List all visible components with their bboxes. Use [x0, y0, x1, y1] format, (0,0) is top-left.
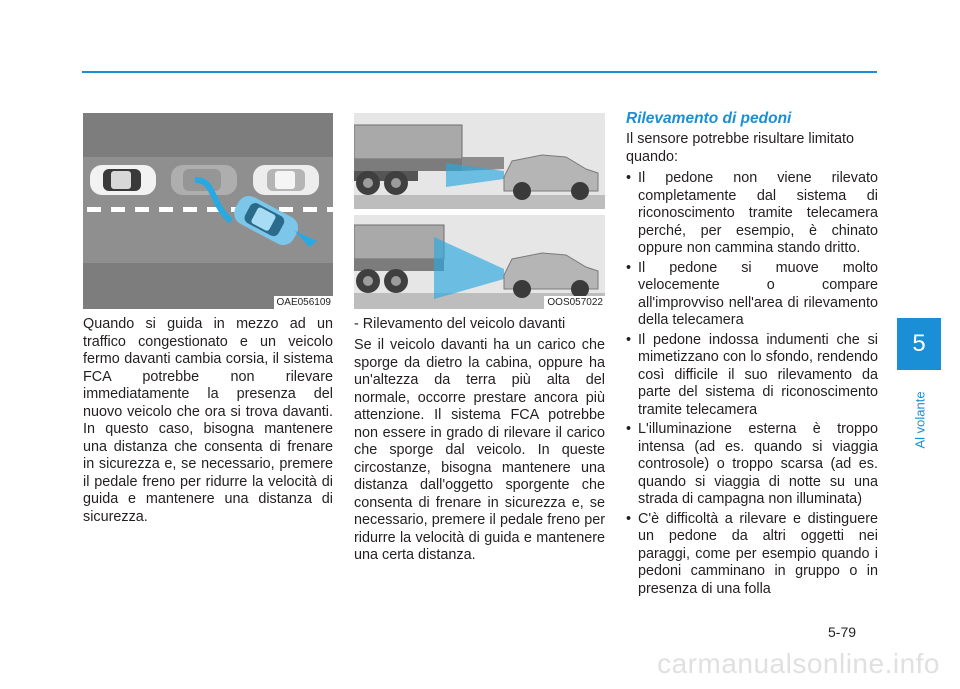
header-rule	[82, 71, 877, 73]
watermark: carmanualsonline.info	[657, 648, 940, 679]
page-number: 5-79	[828, 624, 857, 640]
list-item: • Il pedone indossa indumenti che si mimetizzano con lo sfondo, rendendo così difficile il suo rilevamento da parte del sistema di riconoscimento tramite telecamera	[626, 332, 878, 420]
list-item: • C'è difficoltà a rilevare e distinguere un pedone da altri oggetti nei paraggi, come per esempio quando i pedoni camminano in gruppo o in presenza di una folla	[626, 511, 878, 599]
chapter-tab	[897, 318, 941, 370]
figure-code: OOS057022	[544, 296, 605, 309]
lane-change-illustration	[83, 113, 333, 309]
chapter-number: 5	[912, 330, 926, 357]
section-intro: Il sensore potrebbe risultare limitato quando:	[626, 131, 854, 165]
figure-code: OAE056109	[274, 296, 334, 309]
list-item: • Il pedone non viene rilevato completamente dal sistema di riconoscimento tramite telecamera perché, per esempio, è chinato oppure non cammina stando dritto.	[626, 170, 878, 258]
truck-detection-illustration	[354, 113, 605, 309]
chapter-title: Al volante	[912, 391, 928, 449]
lane-change-figure	[83, 113, 333, 309]
list-item: • L'illuminazione esterna è troppo intensa (ad es. quando si viaggia controsole) o troppo scarsa (ad es. quando si viaggia di notte su una strada di campagna non illuminata)	[626, 421, 878, 509]
column2-paragraph: Se il veicolo davanti ha un carico che sporge da dietro la cabina, oppure ha un'altezza da terra più alta del normale, occorre prestare ancora più attenzione. Il sistema FCA potrebbe non essere in grado di rilevare il carico che sporge dal veicolo. In queste circostanze, bisogna mantenere una distanza dall'oggetto sporgente che consenta di frenare in sicurezza e, se necessario, premere il pedale freno per ridurre la velocità di guida e mantenere una certa distanza.	[354, 337, 605, 563]
column1-paragraph: Quando si guida in mezzo ad un traffico congestionato e un veicolo fermo davanti cambia corsia, il sistema FCA potrebbe non rilevare immediatamente la presenza del nuovo veicolo che ora si trova davanti. In questo caso, bisogna mantenere una distanza che consenta di frenare in sicurezza e, se necessario, premere il pedale freno per ridurre la velocità di guida e mantenere una distanza di sicurezza.	[83, 316, 333, 525]
figure-caption: - Rilevamento del veicolo davanti	[354, 316, 566, 332]
truck-detection-figure	[354, 113, 605, 309]
chapter-label	[898, 370, 942, 470]
list-item: • Il pedone si muove molto velocemente o compare all'improvviso nell'area di rilevamento della telecamera	[626, 260, 878, 330]
limitations-list	[626, 170, 878, 600]
section-heading: Rilevamento di pedoni	[626, 110, 792, 127]
